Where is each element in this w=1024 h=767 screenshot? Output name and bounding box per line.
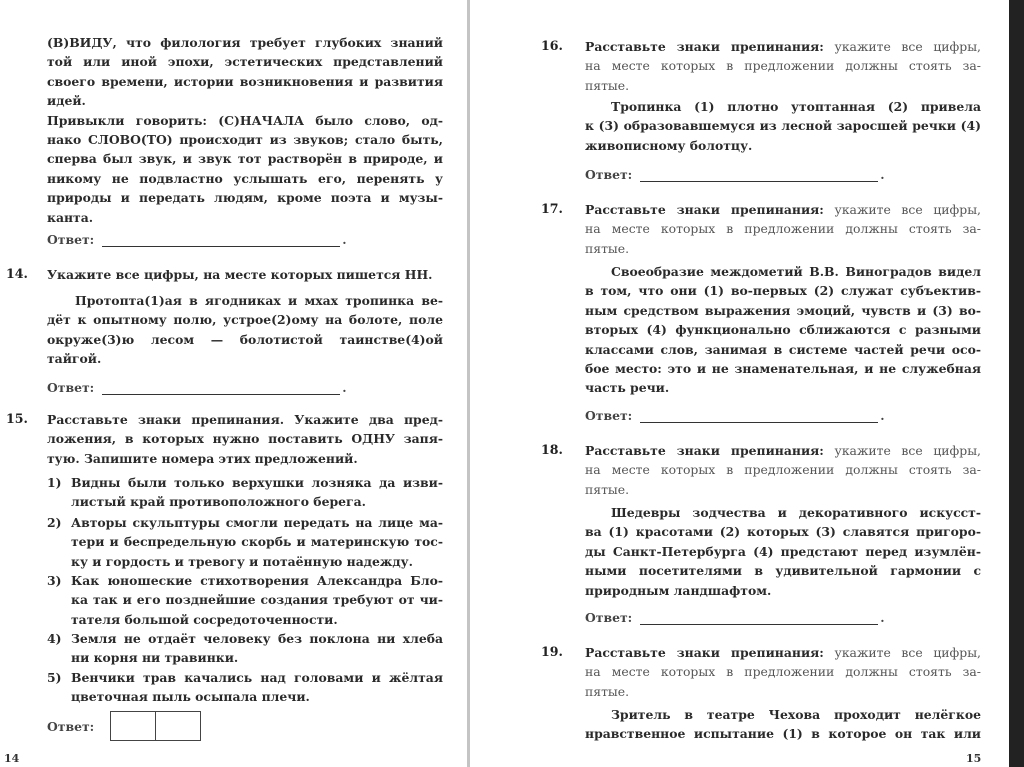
answer-field[interactable] bbox=[102, 232, 340, 247]
answer-16 bbox=[585, 167, 885, 182]
answer-end: . bbox=[880, 167, 885, 182]
list-item bbox=[47, 513, 443, 571]
text-line: тую. Запишите номера этих предложений. bbox=[47, 450, 358, 466]
task19-instruction bbox=[585, 643, 981, 701]
text-line: к (3) образовавшемуся из лесной заросшей речки (4) bbox=[585, 118, 981, 134]
answer-field[interactable] bbox=[640, 610, 878, 625]
left-page bbox=[0, 0, 467, 767]
answer-13 bbox=[47, 232, 347, 247]
text-line: пятые. bbox=[585, 481, 630, 497]
answer-field[interactable] bbox=[640, 408, 878, 423]
task19-text bbox=[585, 705, 981, 744]
task14-instruction bbox=[47, 265, 443, 284]
text-line: окруже(3)ю лесом — болотистой таинстве(4)ой bbox=[47, 331, 443, 347]
text-line: тателя большой сосредоточенности. bbox=[71, 611, 338, 627]
task-number: 18. bbox=[541, 442, 563, 457]
answer-box-1[interactable] bbox=[111, 712, 155, 740]
list-item bbox=[47, 629, 443, 668]
right-page bbox=[470, 0, 1009, 767]
text-line: тайгой. bbox=[47, 351, 102, 367]
text-line: бое место: это и не знаменательная, и не служебная bbox=[585, 361, 981, 377]
text-line: Расставьте знаки препинания. Укажите два пред- bbox=[47, 412, 443, 427]
text-line: Укажите все цифры, на месте которых пишется НН. bbox=[47, 267, 433, 282]
text-line: классами слов, занимая в системе частей речи осо- bbox=[585, 341, 981, 357]
list-marker: 4) bbox=[47, 631, 62, 646]
answer-field[interactable] bbox=[102, 380, 340, 395]
text-line: пятые. bbox=[585, 77, 630, 93]
text-line: (В)ВИДУ, что филология требует глубоких знаний bbox=[47, 35, 443, 50]
task17-text bbox=[585, 262, 981, 398]
text-line: ложения, в которых нужно поставить ОДНУ запя- bbox=[47, 431, 443, 447]
text-line: ку и гордость и тревогу и потаённую надежду. bbox=[71, 553, 413, 569]
text-line: на месте которых в предложении должны стоять за- bbox=[585, 462, 981, 478]
answer-boxes bbox=[110, 711, 201, 741]
task18-instruction bbox=[585, 441, 981, 499]
text-line: пятые. bbox=[585, 240, 630, 256]
instruction-rest: укажите все цифры, bbox=[823, 202, 981, 217]
text-line: ными посетителями в удивительной гармонии с bbox=[585, 563, 981, 579]
answer-label: Ответ: bbox=[47, 232, 95, 247]
task16-text bbox=[585, 97, 981, 155]
text-line: ды Санкт-Петербурга (4) предстают перед изумлён- bbox=[585, 543, 981, 559]
answer-label: Ответ: bbox=[47, 380, 95, 395]
text-line: сперва был звук, и звук тот растворён в природе, и bbox=[47, 151, 443, 167]
text-line bbox=[585, 37, 981, 56]
text-line: Венчики трав качались над головами и жёлтая bbox=[71, 670, 443, 685]
text-line: листый край противоположного берега. bbox=[71, 494, 366, 510]
text-line: на месте которых в предложении должны стоять за- bbox=[585, 58, 981, 74]
list-item bbox=[47, 571, 443, 629]
instruction-rest: укажите все цифры, bbox=[823, 645, 981, 660]
instruction-bold: Расставьте знаки препинания: bbox=[585, 443, 824, 458]
task-number: 17. bbox=[541, 201, 563, 216]
text-line: идей. bbox=[47, 93, 86, 109]
text-line: нако СЛОВО(ТО) происходит из звуков; стало быть, bbox=[47, 132, 443, 148]
text-line bbox=[585, 200, 981, 219]
text-line: цветочная пыль осыпала плечи. bbox=[71, 689, 310, 705]
text-line: в том, что они (1) во-первых (2) служат субъектив- bbox=[585, 283, 981, 299]
text-line: Своеобразие междометий В.В. Виноградов видел bbox=[611, 264, 981, 279]
text-line: Привыкли говорить: (С)НАЧАЛА было слово, од- bbox=[47, 112, 443, 128]
text-line: вторых (4) функционально сближаются с разными bbox=[585, 322, 981, 338]
list-marker: 3) bbox=[47, 573, 62, 588]
text-line: на месте которых в предложении должны стоять за- bbox=[585, 664, 981, 680]
text-line: природы и передать людям, кроме поэта и музы- bbox=[47, 190, 443, 206]
page-number: 14 bbox=[4, 752, 20, 765]
text-line: своего времени, истории возникновения и развития bbox=[47, 73, 443, 89]
list-marker: 1) bbox=[47, 475, 62, 490]
text-line: Видны были только верхушки лозняка да изви- bbox=[71, 475, 443, 490]
list-marker: 2) bbox=[47, 515, 62, 530]
answer-label: Ответ: bbox=[585, 408, 633, 423]
answer-17 bbox=[585, 408, 885, 423]
text-line: природным ландшафтом. bbox=[585, 582, 772, 598]
task-number: 14. bbox=[6, 266, 28, 281]
answer-label: Ответ: bbox=[585, 610, 633, 625]
text-line: ка так и его позднейшие создания требуют от чи- bbox=[71, 592, 443, 608]
task14-text bbox=[47, 291, 443, 369]
answer-label: Ответ: bbox=[585, 167, 633, 182]
instruction-rest: укажите все цифры, bbox=[823, 443, 981, 458]
text-line: Как юношеские стихотворения Александра Бло- bbox=[71, 573, 443, 588]
page-number: 15 bbox=[966, 752, 982, 765]
answer-field[interactable] bbox=[640, 167, 878, 182]
text-line: ни корня ни травинки. bbox=[71, 650, 239, 666]
answer-box-2[interactable] bbox=[155, 712, 200, 740]
text-line: Тропинка (1) плотно утоптанная (2) привела bbox=[611, 99, 981, 114]
text-line: Авторы скульптуры смогли передать на лице ма- bbox=[71, 515, 443, 530]
instruction-bold: Расставьте знаки препинания: bbox=[585, 202, 824, 217]
text-line: дёт к опытному полю, устрое(2)ому на болоте, поле bbox=[47, 312, 443, 328]
list-item bbox=[47, 473, 443, 512]
text-line: часть речи. bbox=[585, 380, 670, 396]
text-line bbox=[585, 643, 981, 662]
answer-end: . bbox=[880, 408, 885, 423]
list-marker: 5) bbox=[47, 670, 62, 685]
task17-instruction bbox=[585, 200, 981, 258]
answer-14 bbox=[47, 380, 347, 395]
instruction-bold: Расставьте знаки препинания: bbox=[585, 645, 824, 660]
answer-end: . bbox=[880, 610, 885, 625]
text-line: Зритель в театре Чехова проходит нелёгкое bbox=[611, 707, 981, 722]
task-number: 16. bbox=[541, 38, 563, 53]
task18-text bbox=[585, 503, 981, 600]
task-number: 15. bbox=[6, 411, 28, 426]
text-line: той или иной эпохи, эстетических представлений bbox=[47, 54, 443, 70]
instruction-rest: укажите все цифры, bbox=[823, 39, 981, 54]
task16-instruction bbox=[585, 37, 981, 95]
text-line: ва (1) красотами (2) которых (3) славятся пригоро- bbox=[585, 524, 981, 540]
answer-18 bbox=[585, 610, 885, 625]
text-line: на месте которых в предложении должны стоять за- bbox=[585, 221, 981, 237]
answer-15 bbox=[47, 711, 201, 741]
text-line: живописному болотцу. bbox=[585, 137, 753, 153]
intro-passage bbox=[47, 33, 443, 227]
instruction-bold: Расставьте знаки препинания: bbox=[585, 39, 824, 54]
text-line: нравственное испытание (1) в которое он так или bbox=[585, 726, 981, 742]
text-line: тери и беспредельную скорбь и материнскую тос- bbox=[71, 534, 443, 550]
list-item bbox=[47, 668, 443, 707]
text-line: Протопта(1)ая в ягодниках и мхах тропинка ве- bbox=[75, 293, 443, 308]
task-number: 19. bbox=[541, 644, 563, 659]
text-line: Земля не отдаёт человеку без поклона ни хлеба bbox=[71, 631, 443, 646]
text-line: никому не подвластно услышать его, перенять у bbox=[47, 170, 443, 186]
task15-instruction bbox=[47, 410, 443, 468]
text-line bbox=[585, 441, 981, 460]
text-line: ным средством выражения эмоций, чувств и (3) во- bbox=[585, 302, 981, 318]
answer-end: . bbox=[342, 232, 347, 247]
viewer-edge bbox=[1009, 0, 1024, 767]
text-line: Шедевры зодчества и декоративного искусст- bbox=[611, 505, 981, 520]
text-line: пятые. bbox=[585, 683, 630, 699]
answer-end: . bbox=[342, 380, 347, 395]
text-line: канта. bbox=[47, 209, 94, 225]
answer-label: Ответ: bbox=[47, 718, 95, 734]
